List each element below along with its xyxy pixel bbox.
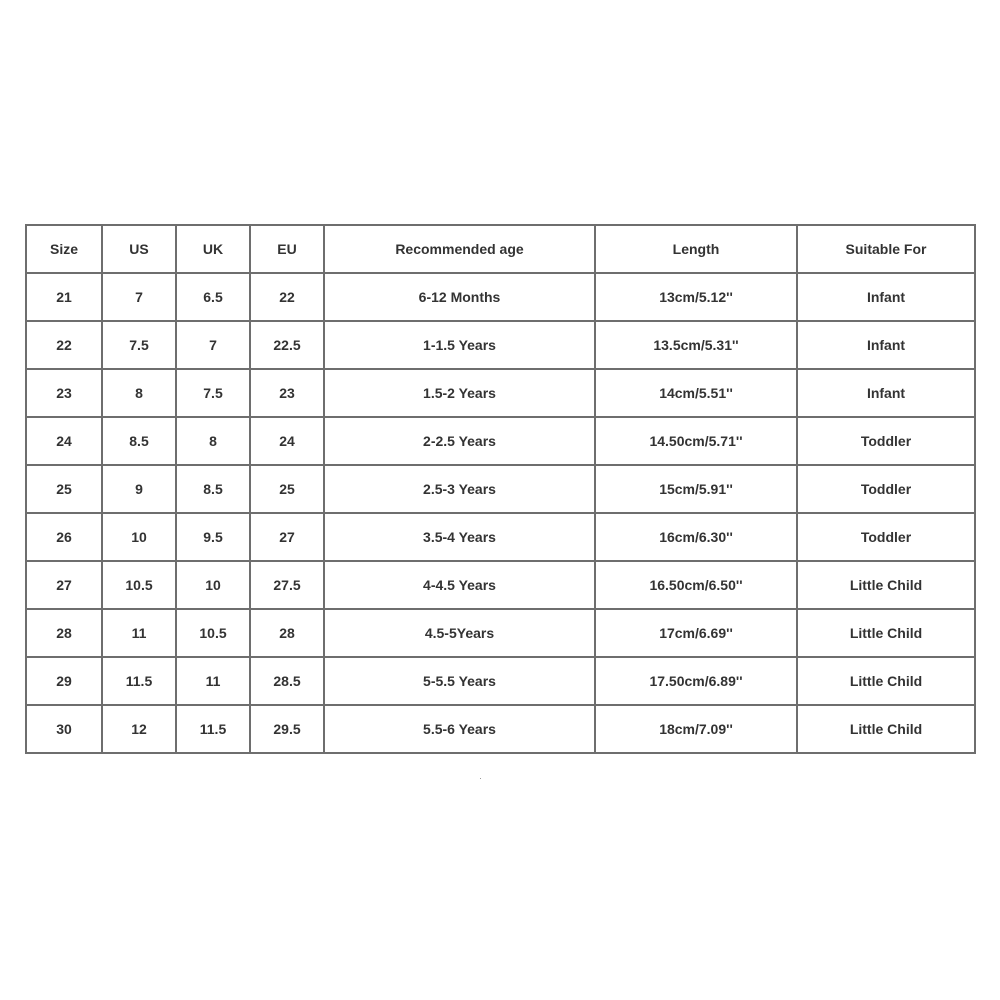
cell-us: 12 (102, 705, 176, 753)
cell-length: 13cm/5.12'' (595, 273, 797, 321)
header-recommended-age: Recommended age (324, 225, 595, 273)
table-row (26, 513, 975, 561)
cell-us: 8.5 (102, 417, 176, 465)
table-row (26, 657, 975, 705)
cell-recommended-age: 4-4.5 Years (324, 561, 595, 609)
header-uk: UK (176, 225, 250, 273)
cell-suitable-for: Little Child (797, 609, 975, 657)
cell-suitable-for: Infant (797, 273, 975, 321)
table-row (26, 321, 975, 369)
cell-length: 14.50cm/5.71'' (595, 417, 797, 465)
cell-length: 16.50cm/6.50'' (595, 561, 797, 609)
cell-eu: 28.5 (250, 657, 324, 705)
cell-us: 7 (102, 273, 176, 321)
cell-length: 17cm/6.69'' (595, 609, 797, 657)
cell-uk: 7 (176, 321, 250, 369)
cell-eu: 29.5 (250, 705, 324, 753)
cell-suitable-for: Toddler (797, 465, 975, 513)
cell-size: 24 (26, 417, 102, 465)
header-us: US (102, 225, 176, 273)
cell-recommended-age: 1-1.5 Years (324, 321, 595, 369)
cell-eu: 28 (250, 609, 324, 657)
cell-recommended-age: 3.5-4 Years (324, 513, 595, 561)
header-row (26, 225, 975, 273)
cell-recommended-age: 4.5-5Years (324, 609, 595, 657)
cell-us: 9 (102, 465, 176, 513)
cell-size: 25 (26, 465, 102, 513)
cell-suitable-for: Infant (797, 369, 975, 417)
cell-length: 16cm/6.30'' (595, 513, 797, 561)
table-row (26, 369, 975, 417)
cell-recommended-age: 2.5-3 Years (324, 465, 595, 513)
cell-length: 13.5cm/5.31'' (595, 321, 797, 369)
cell-suitable-for: Toddler (797, 417, 975, 465)
cell-size: 23 (26, 369, 102, 417)
cell-length: 17.50cm/6.89'' (595, 657, 797, 705)
cell-us: 8 (102, 369, 176, 417)
header-suitable-for: Suitable For (797, 225, 975, 273)
cell-eu: 22.5 (250, 321, 324, 369)
table-row (26, 417, 975, 465)
cell-uk: 10 (176, 561, 250, 609)
cell-uk: 8.5 (176, 465, 250, 513)
size-chart-table (25, 224, 976, 754)
cell-size: 29 (26, 657, 102, 705)
header-eu: EU (250, 225, 324, 273)
cell-suitable-for: Little Child (797, 657, 975, 705)
cell-eu: 25 (250, 465, 324, 513)
cell-suitable-for: Infant (797, 321, 975, 369)
table-row (26, 465, 975, 513)
cell-length: 18cm/7.09'' (595, 705, 797, 753)
cell-recommended-age: 1.5-2 Years (324, 369, 595, 417)
cell-us: 11 (102, 609, 176, 657)
header-size: Size (26, 225, 102, 273)
cell-recommended-age: 5-5.5 Years (324, 657, 595, 705)
cell-suitable-for: Toddler (797, 513, 975, 561)
cell-suitable-for: Little Child (797, 561, 975, 609)
table-row (26, 609, 975, 657)
cell-length: 15cm/5.91'' (595, 465, 797, 513)
cell-uk: 8 (176, 417, 250, 465)
cell-recommended-age: 6-12 Months (324, 273, 595, 321)
cell-uk: 10.5 (176, 609, 250, 657)
stray-dot (480, 778, 481, 779)
cell-uk: 9.5 (176, 513, 250, 561)
cell-us: 7.5 (102, 321, 176, 369)
cell-uk: 11.5 (176, 705, 250, 753)
cell-size: 22 (26, 321, 102, 369)
cell-uk: 11 (176, 657, 250, 705)
cell-recommended-age: 2-2.5 Years (324, 417, 595, 465)
table-row (26, 273, 975, 321)
cell-size: 30 (26, 705, 102, 753)
cell-size: 28 (26, 609, 102, 657)
cell-us: 10 (102, 513, 176, 561)
cell-us: 11.5 (102, 657, 176, 705)
cell-size: 21 (26, 273, 102, 321)
cell-size: 27 (26, 561, 102, 609)
cell-eu: 22 (250, 273, 324, 321)
cell-eu: 27.5 (250, 561, 324, 609)
cell-suitable-for: Little Child (797, 705, 975, 753)
cell-eu: 23 (250, 369, 324, 417)
cell-us: 10.5 (102, 561, 176, 609)
table-body (26, 273, 975, 753)
cell-length: 14cm/5.51'' (595, 369, 797, 417)
cell-recommended-age: 5.5-6 Years (324, 705, 595, 753)
cell-uk: 6.5 (176, 273, 250, 321)
header-length: Length (595, 225, 797, 273)
table-row (26, 705, 975, 753)
cell-uk: 7.5 (176, 369, 250, 417)
cell-eu: 27 (250, 513, 324, 561)
table-row (26, 561, 975, 609)
cell-size: 26 (26, 513, 102, 561)
cell-eu: 24 (250, 417, 324, 465)
